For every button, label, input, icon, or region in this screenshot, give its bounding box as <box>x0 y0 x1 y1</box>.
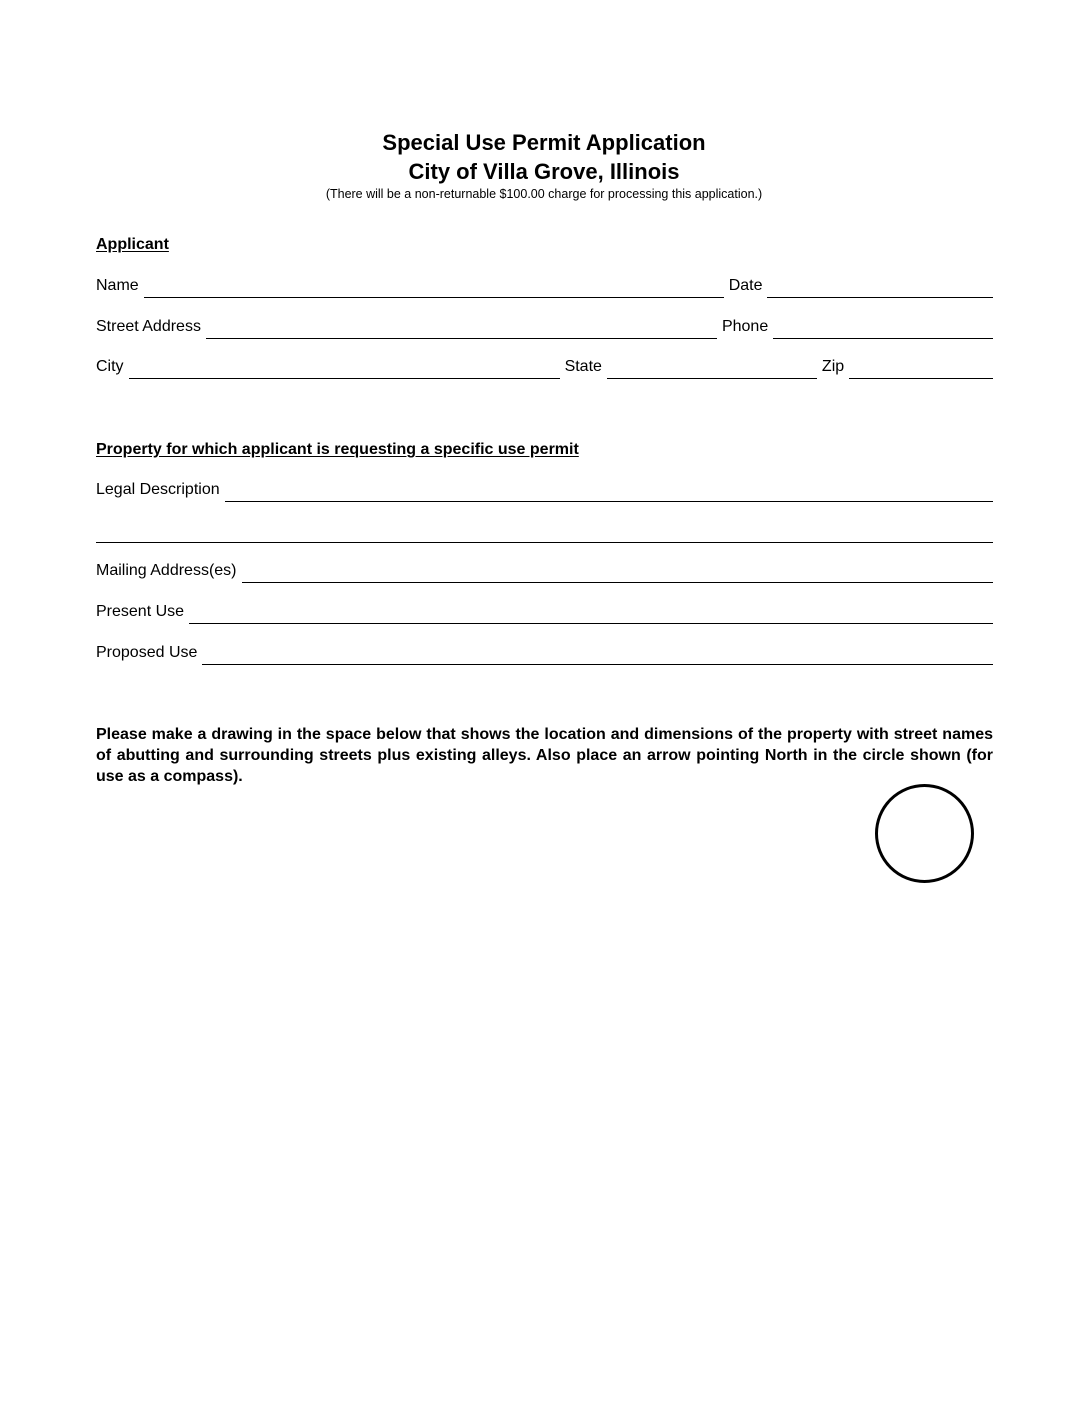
zip-label: Zip <box>821 358 845 375</box>
compass-circle[interactable] <box>875 784 974 883</box>
drawing-instructions: Please make a drawing in the space below that shows the location and dimensions of the property with street names of abutting and surrounding streets plus existing alleys. Also place an arrow pointing North in the circle shown (for use as a compass). <box>96 726 993 785</box>
form-subtitle-city: City of Villa Grove, Illinois <box>408 159 680 184</box>
form-title: Special Use Permit Application <box>382 130 706 155</box>
present-use-field[interactable] <box>189 602 993 624</box>
legal-description-field[interactable] <box>225 480 993 502</box>
present-use-label: Present Use <box>96 603 185 620</box>
present-use-row <box>96 600 993 624</box>
phone-field[interactable] <box>773 317 993 339</box>
mailing-address-label: Mailing Address(es) <box>96 562 237 579</box>
legal-description-label: Legal Description <box>96 481 220 498</box>
city-state-zip-row <box>96 355 993 379</box>
state-field[interactable] <box>607 357 817 379</box>
legal-description-row <box>96 478 993 502</box>
city-field[interactable] <box>129 357 560 379</box>
proposed-use-label: Proposed Use <box>96 644 198 661</box>
name-label: Name <box>96 277 139 294</box>
mailing-address-row <box>96 559 993 583</box>
property-heading: Property for which applicant is requesting a specific use permit <box>96 441 579 458</box>
proposed-use-field[interactable] <box>202 643 993 665</box>
name-date-row <box>96 274 993 298</box>
date-field[interactable] <box>767 276 993 298</box>
mailing-address-field[interactable] <box>242 561 994 583</box>
state-label: State <box>564 358 602 375</box>
legal-description-continuation-row <box>96 519 993 543</box>
city-label: City <box>96 358 124 375</box>
proposed-use-row <box>96 641 993 665</box>
street-address-field[interactable] <box>206 317 717 339</box>
fee-note: (There will be a non-returnable $100.00 charge for processing this application.) <box>325 187 763 201</box>
street-address-label: Street Address <box>96 318 201 335</box>
street-phone-row <box>96 315 993 339</box>
applicant-heading: Applicant <box>96 236 169 253</box>
date-label: Date <box>728 277 763 294</box>
legal-description-field-line2[interactable] <box>96 521 993 543</box>
zip-field[interactable] <box>849 357 993 379</box>
name-field[interactable] <box>144 276 724 298</box>
phone-label: Phone <box>721 318 769 335</box>
